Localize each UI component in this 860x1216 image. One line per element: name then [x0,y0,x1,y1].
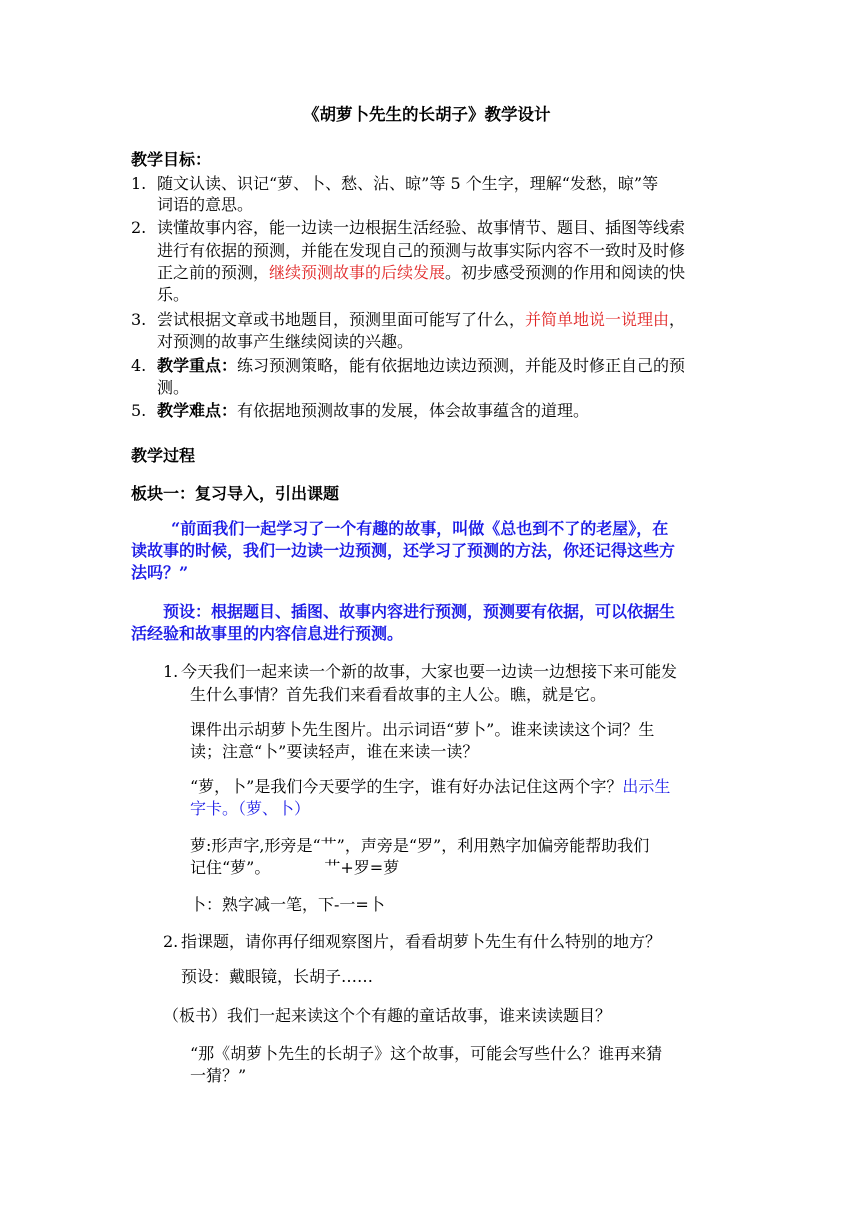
goal-4-number: 4. [131,356,147,375]
goal-2-line [157,263,685,283]
goal-3-line: 对预测的故事产生继续阅读的兴趣。 [157,332,414,351]
guess-line: 一猜？” [190,1066,247,1085]
goal-1-line: 词语的意思。 [157,195,254,214]
intro-quote-line: “前面我们一起学习了一个有趣的故事，叫做《总也到不了的老屋》，在 [171,519,669,538]
goal-2-line: 进行有依据的预测，并能在发现自己的预测与故事实际内容不一致时及时修 [157,241,686,260]
document-title: 《胡萝卜先生的长胡子》教学设计 [303,105,551,124]
preset-2-line: 预设：戴眼镜，长胡子…… [181,967,374,986]
goal-3-text: 尝试根据文章或书地题目，预测里面可能写了什么， [157,310,526,329]
intro-quote-line: 读故事的时候，我们一边读一边预测，还学习了预测的方法，你还记得这些方 [131,541,676,560]
goals-heading: 教学目标： [131,150,212,169]
step-2-line: 指课题，请你再仔细观察图片，看看胡萝卜先生有什么特别的地方？ [181,932,662,951]
preset-line: 预设：根据题目、插图、故事内容进行预测，预测要有依据，可以依据生 [163,602,676,621]
luo-explanation-line: 萝:形声字,形旁是“艹”，声旁是“罗”，利用熟字加偏旁能帮助我们 [190,836,650,855]
goal-5-number: 5. [131,401,147,420]
new-chars-highlight: 字卡。（萝、卜） [190,799,311,818]
luo-formula: 艹+罗=萝 [324,858,400,877]
guess-line: “那《胡萝卜先生的长胡子》这个故事，可能会写些什么？谁再来猜 [190,1044,663,1063]
step-1-line: 生什么事情？首先我们来看看故事的主人公。瞧，就是它。 [190,685,607,704]
goal-1-number: 1. [131,174,147,193]
goal-3-highlight: 并简单地说一说理由 [525,310,670,329]
luo-text: 记住“萝”。 [190,858,271,877]
new-chars-line [190,777,670,797]
goal-2-text: 正之前的预测， [157,263,270,282]
key-point-label: 教学重点： [157,356,238,375]
step-1-line: 今天我们一起来读一个新的故事，大家也要一边读一边想接下来可能发 [181,662,678,681]
difficulty-label: 教学难点： [157,401,238,420]
goal-5-text: 有依据地预测故事的发展，体会故事蕴含的道理。 [237,401,590,420]
process-heading: 教学过程 [131,446,196,465]
step-2-number: 2. [163,932,179,951]
courseware-line: 课件出示胡萝卜先生图片。出示词语“萝卜”。谁来读读这个词？生 [190,720,655,739]
board-line: （板书）我们一起来读这个个有趣的童话故事，谁来读读题目？ [163,1006,612,1025]
intro-quote-line: 法吗？” [131,563,189,582]
courseware-line: 读；注意“卜”要读轻声，谁在来读一读？ [190,742,479,761]
goal-3-number: 3. [131,310,147,329]
new-chars-highlight: 出示生 [622,777,671,796]
goal-2-text: 。初步感受预测的作用和阅读的快 [445,263,686,282]
bu-explanation: 卜：熟字减一笔，下-一=卜 [190,895,385,914]
preset-line: 活经验和故事里的内容信息进行预测。 [131,624,404,643]
block1-heading: 板块一：复习导入，引出课题 [131,484,340,503]
luo-explanation-line [190,858,399,878]
goal-3-line [157,310,685,330]
goal-1-line: 随文认读、识记“萝、卜、愁、沾、晾”等 5 个生字，理解“发愁，晾”等 [157,174,659,193]
goal-3-text: ， [669,310,686,329]
goal-4-line [157,356,685,376]
step-1-number: 1. [163,662,179,681]
goal-4-text: 练习预测策略，能有依据地边读边预测，并能及时修正自己的预 [237,356,686,375]
goal-2-line: 乐。 [157,285,190,304]
goal-2-line: 读懂故事内容，能一边读一边根据生活经验、故事情节、题目、插图等线索 [157,218,686,237]
goal-2-number: 2. [131,218,147,237]
goal-2-highlight: 继续预测故事的后续发展 [269,263,446,282]
new-chars-text: “萝，卜”是我们今天要学的生字，谁有好办法记住这两个字？ [190,777,623,796]
goal-5-line [157,401,589,421]
goal-4-line: 测。 [157,378,190,397]
